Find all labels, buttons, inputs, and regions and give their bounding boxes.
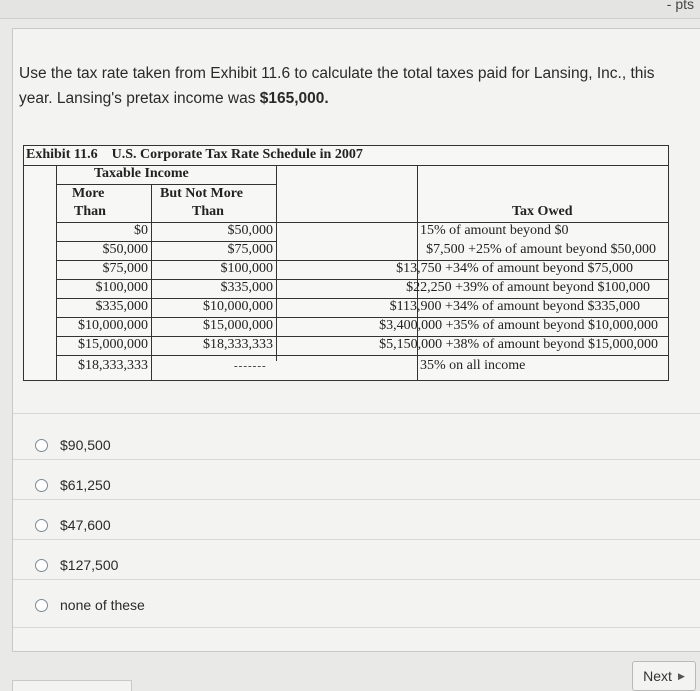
row-tax: $22,250 +39% of amount beyond $100,000 [406,280,650,295]
option-label: $127,500 [60,557,119,573]
than-header: Than [74,204,106,219]
option-label: $47,600 [60,517,111,533]
row-more: $0 [134,223,148,238]
question-card [12,28,700,652]
divider [13,539,700,540]
row-more: $335,000 [95,299,148,314]
than2-header: Than [192,204,224,219]
previous-button-edge [12,680,132,691]
points-label: - pts [666,0,694,12]
row-tax: $113,900 +34% of amount beyond $335,000 [389,299,640,314]
radio-button[interactable] [35,439,48,452]
row-more: $100,000 [95,280,148,295]
row-tax: $7,500 +25% of amount beyond $50,000 [426,242,656,257]
taxable-income-header: Taxable Income [94,166,189,181]
more-header: More [72,186,105,201]
question-text [19,61,679,111]
row-not-more: ------- [234,360,267,372]
row-tax: $5,150,000 +38% of amount beyond $15,000,000 [379,337,658,352]
row-tax: $3,400,000 +35% of amount beyond $10,000,000 [379,318,658,333]
next-button[interactable] [632,661,696,691]
row-more: $75,000 [102,261,148,276]
option-1[interactable] [35,434,111,456]
radio-button[interactable] [35,599,48,612]
row-tax: 15% of amount beyond $0 [420,223,569,238]
option-4[interactable] [35,554,118,576]
row-tax: 35% on all income [420,358,526,373]
row-not-more: $335,000 [220,280,273,295]
row-not-more: $15,000,000 [203,318,273,333]
row-more: $10,000,000 [78,318,148,333]
tax-owed-header: Tax Owed [512,204,573,219]
row-more: $50,000 [102,242,148,257]
divider [13,627,700,628]
radio-button[interactable] [35,479,48,492]
question-amount: $165,000. [259,90,329,107]
question-main: Use the tax rate taken from Exhibit 11.6 to calculate the total taxes paid for Lansing, Inc., this year. Lansing's pretax income was [19,65,655,107]
option-2[interactable] [35,474,111,496]
row-not-more: $10,000,000 [203,299,273,314]
radio-button[interactable] [35,559,48,572]
row-not-more: $75,000 [227,242,273,257]
option-5[interactable] [35,594,145,616]
row-not-more: $18,333,333 [203,337,273,352]
option-label: none of these [60,597,145,613]
row-not-more: $50,000 [227,223,273,238]
option-label: $61,250 [60,477,111,493]
row-more: $15,000,000 [78,337,148,352]
divider [13,499,700,500]
option-label: $90,500 [60,437,111,453]
next-label: Next [643,668,672,684]
exhibit-table [23,145,669,381]
top-bar [0,0,700,19]
option-3[interactable] [35,514,111,536]
chevron-right-icon: ▶ [677,670,685,681]
divider [13,413,700,414]
radio-button[interactable] [35,519,48,532]
exhibit-title: Exhibit 11.6 U.S. Corporate Tax Rate Schedule in 2007 [26,147,363,162]
but-not-more-header: But Not More [160,186,243,201]
row-tax: $13,750 +34% of amount beyond $75,000 [396,261,633,276]
row-not-more: $100,000 [220,261,273,276]
divider [13,459,700,460]
divider [13,579,700,580]
row-more: $18,333,333 [78,358,148,373]
